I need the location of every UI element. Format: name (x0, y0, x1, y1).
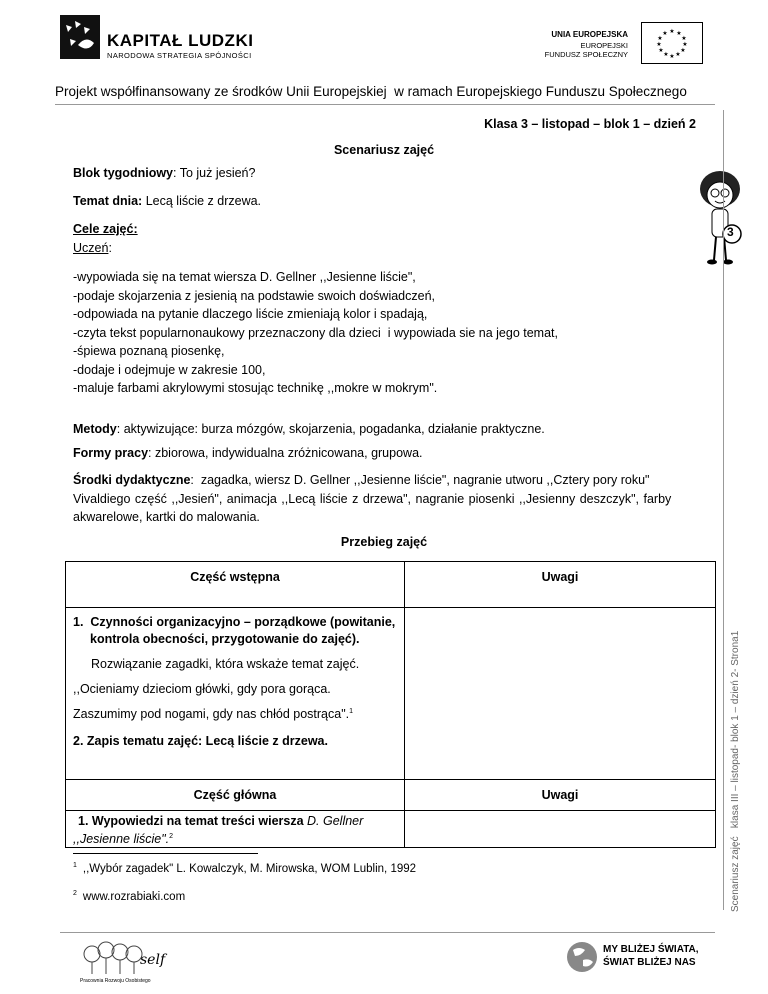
uczen-label: Uczeń (73, 241, 109, 255)
svg-text:★: ★ (663, 51, 669, 58)
czesc-wstepna-content (66, 608, 405, 780)
svg-text:★: ★ (675, 51, 681, 58)
goal-item: -wypowiada się na temat wiersza D. Gellner ,,Jesienne liście", (73, 270, 416, 284)
uczen-colon: : (108, 241, 112, 255)
main1-title: ,,Jesienne liście". (73, 832, 170, 847)
side-page-label: Scenariusz zajęć klasa III – listopad- blok 1 – dzień 2- Strona1 (730, 630, 741, 912)
self-logo (80, 940, 170, 990)
footnote-1 (73, 862, 416, 875)
svg-text:★: ★ (669, 53, 675, 60)
footnote-1-text: ,,Wybór zagadek" L. Kowalczyk, M. Mirowska, WOM Lublin, 1992 (82, 862, 417, 875)
svg-text:★: ★ (658, 47, 664, 54)
eu-flag (641, 22, 703, 64)
mascot-number: 3 (727, 225, 734, 239)
goals-list (73, 268, 558, 398)
uwagi-2-content (405, 811, 716, 848)
formy-value: : zbiorowa, indywidualna zróżnicowana, grupowa. (148, 446, 423, 460)
side-divider (723, 110, 724, 910)
przebieg-title: Przebieg zajęć (340, 535, 428, 549)
project-line: Projekt współfinansowany ze środków Unii Europejskiej w ramach Europejskiego Funduszu Społecznego (55, 84, 687, 99)
item2: 2. Zapis tematu zajęć: Lecą liście z drzewa. (73, 734, 328, 748)
page-title: Scenariusz zajęć (333, 143, 435, 157)
mascot-girl-icon (690, 165, 750, 270)
header-czesc-wstepna: Część wstępna (66, 562, 405, 608)
footnote-ref-2: 2 (169, 833, 174, 840)
svg-text:★: ★ (682, 41, 688, 48)
temat-value: Lecą liście z drzewa. (142, 194, 262, 208)
metody-value: : aktywizujące: burza mózgów, skojarzenia, pogadanka, działanie praktyczne. (116, 422, 545, 436)
footnote-ref-1: 1 (349, 707, 354, 715)
srodki-dydaktyczne (73, 471, 698, 527)
riddle-line-1: ,,Ocieniamy dzieciom główki, gdy pora gorąca. (73, 682, 331, 696)
srodki-line-2: Vivaldiego część ,,Jesień", animacja ,,Lecą liście z drzewa", nagranie piosenki ,,Jesienny deszczyk", farby (73, 491, 672, 506)
footer-divider (60, 932, 715, 933)
eu-subtitle-1: EUROPEJSKI (580, 41, 628, 50)
uwagi-1-content (405, 608, 716, 780)
header-divider (55, 104, 715, 105)
footer-slogan-1: MY BLIŻEJ ŚWIATA, (603, 944, 699, 955)
eu-subtitle-2: FUNDUSZ SPOŁECZNY (544, 50, 628, 59)
goal-item: -maluje farbami akrylowymi stosując technikę ,,mokre w mokrym". (73, 381, 438, 395)
temat-label: Temat dnia: (73, 194, 143, 208)
formy-pracy (73, 446, 423, 460)
riddle-line-2: Zaszumimy pod nogami, gdy nas chłód postrąca".$^1$ (73, 707, 354, 721)
globe-icon (565, 940, 599, 974)
header-czesc-glowna: Część główna (66, 780, 405, 811)
footnote-divider (73, 853, 258, 854)
main1-text: 1. Wypowiedzi na temat treści wiersza (78, 814, 308, 828)
goal-item: -podaje skojarzenia z jesienią na podstawie swoich doświadczeń, (73, 288, 436, 303)
footer-slogan-2: ŚWIAT BLIŻEJ NAS (603, 957, 696, 968)
kapital-ludzki-emblem-icon (60, 15, 100, 59)
main1-author: D. Gellner (307, 814, 364, 828)
header-uwagi-1: Uwagi (405, 562, 716, 608)
svg-text:★: ★ (657, 35, 663, 42)
kapital-ludzki-logo (60, 15, 100, 59)
riddle-intro: Rozwiązanie zagadki, która wskaże temat zajęć. (91, 657, 360, 671)
svg-text:★: ★ (681, 35, 687, 42)
kapital-ludzki-subtitle: NARODOWA STRATEGIA SPÓJNOŚCI (107, 51, 252, 60)
kapital-ludzki-name: KAPITAŁ LUDZKI (107, 31, 254, 50)
formy-label: Formy pracy (73, 446, 149, 460)
temat-dnia (73, 194, 261, 208)
blok-value: : To już jesień? (173, 166, 256, 180)
cele-label: Cele zajęć: (73, 222, 138, 236)
metody (73, 422, 545, 436)
item1-line1: 1. Czynności organizacyjno – porządkowe (powitanie, (73, 615, 396, 629)
footnote-1-number: 1 (73, 862, 77, 869)
goal-item: -śpiewa poznaną piosenkę, (73, 344, 225, 358)
svg-text:★: ★ (676, 30, 682, 37)
item1-line2: kontrola obecności, przygotowanie do zajęć). (90, 632, 360, 646)
goal-item: -dodaje i odejmuje w zakresie 100, (73, 362, 266, 377)
goal-item: -odpowiada na pytanie dlaczego liście zmieniają kolor i spadają, (73, 307, 428, 321)
svg-text:★: ★ (680, 47, 686, 54)
header-uwagi-2: Uwagi (405, 780, 716, 811)
footnote-2-number: 2 (73, 890, 77, 897)
blok-tygodniowy (73, 166, 255, 180)
eu-title: UNIA EUROPEJSKA (551, 30, 628, 39)
self-logo-text: self (140, 952, 166, 968)
footnote-2 (73, 890, 185, 903)
srodki-line-3: akwarelowe, kartki do malowania. (73, 510, 260, 524)
uczen (73, 241, 112, 255)
mascot-girl (690, 165, 750, 270)
srodki-label: Środki dydaktyczne (73, 473, 191, 487)
self-caption: Pracownia Rozwoju Osobistego (80, 978, 151, 984)
svg-text:★: ★ (669, 28, 675, 35)
eu-stars-icon (642, 23, 702, 63)
metody-label: Metody (73, 422, 117, 436)
svg-text:★: ★ (656, 41, 662, 48)
goal-item: -czyta tekst popularnonaukowy przeznaczony dla dzieci i wypowiada sie na jego temat, (73, 325, 558, 340)
srodki-line-1: : zagadka, wiersz D. Gellner ,,Jesienne liście", nagranie utworu ,,Cztery pory roku" (190, 473, 650, 487)
czesc-glowna-content (66, 811, 405, 848)
footnote-2-text: www.rozrabiaki.com (82, 890, 186, 903)
scenario-table (65, 561, 716, 848)
svg-text:★: ★ (662, 30, 668, 37)
blok-label: Blok tygodniowy (73, 166, 173, 180)
class-line: Klasa 3 – listopad – blok 1 – dzień 2 (484, 117, 696, 131)
globe-logo (565, 940, 599, 974)
